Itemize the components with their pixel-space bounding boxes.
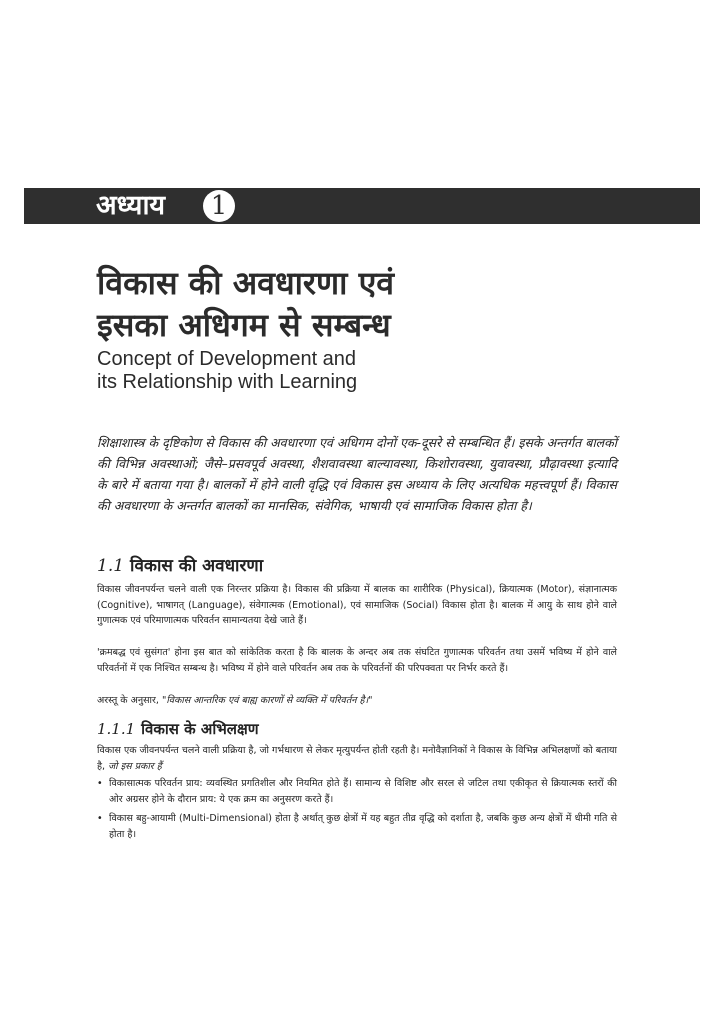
title-english-line-1: Concept of Development and — [97, 348, 357, 370]
list-item: • विकास बहु-आयामी (Multi-Dimensional) होता है अर्थात् कुछ क्षेत्रों में यह बहुत तीव्र वृद्धि को दर्शाता है, जबकि कुछ अन्य क्षेत्रों में धीमी गति से होता है। — [97, 811, 617, 842]
chapter-number-badge: 1 — [203, 190, 235, 222]
characteristics-intro-text: विकास एक जीवनपर्यन्त चलने वाली प्रक्रिया है, जो गर्भधारण से लेकर मृत्युपर्यन्त होती रहती है। मनोवैज्ञानिकों ने विकास के विभिन्न अभिलक्षणों को बताया है, — [97, 745, 617, 772]
characteristics-list — [97, 776, 617, 846]
chapter-intro: शिक्षाशास्त्र के दृष्टिकोण से विकास की अवधारणा एवं अधिगम दोनों एक-दूसरे से सम्बन्धित हैं। इसके अन्तर्गत बालकों की विभिन्न अवस्थाओं; जैसे–प्रसवपूर्व अवस्था, शैशवावस्था बाल्यावस्था, किशोरावस्था, युवावस्था, प्रौढ़ावस्था इत्यादि के बारे में बताया गया है। बालकों में होने वाली वृद्धि एवं विकास इस अध्याय के लिए अत्यधिक महत्त्वपूर्ण हैं। विकास की अवधारणा के अन्तर्गत बालकों का मानसिक, संवेगिक, भाषायी एवं सामाजिक विकास होता है। — [97, 435, 617, 513]
paragraph-aristotle-quote — [97, 693, 617, 709]
subsection-title: विकास के अभिलक्षण — [141, 720, 259, 738]
chapter-label: अध्याय — [96, 190, 166, 221]
section-heading-1-1 — [97, 553, 617, 576]
paragraph-orderly-coherent: 'क्रमबद्ध एवं सुसंगत' होना इस बात को सांकेतिक करता है कि बालक के अन्दर अब तक संघटित गुणात्मक परिवर्तन तथा उसमें भविष्य में होने वाले परिवर्तनों में एक निश्चित सम्बन्ध है। भविष्य में होने वाले परिवर्तन अब तक के परिवर्तनों की परिपक्वता पर निर्भर करते हैं। — [97, 647, 617, 674]
title-hindi-line-1: विकास की अवधारणा एवं — [97, 264, 395, 302]
section-number: 1.1 — [97, 556, 125, 576]
paragraph-characteristics-intro — [97, 743, 617, 774]
quote-attribution: अरस्तू के अनुसार, — [97, 695, 159, 706]
subsection-number: 1.1.1 — [97, 720, 136, 738]
chapter-title-english — [97, 348, 617, 394]
chapter-title-hindi — [97, 262, 617, 346]
title-english-line-2: its Relationship with Learning — [97, 371, 358, 393]
title-hindi-line-2: इसका अधिगम से सम्बन्ध — [97, 306, 391, 344]
characteristics-intro-italic: जो इस प्रकार हैं — [108, 760, 162, 772]
section-heading-1-1-1 — [97, 719, 617, 739]
section-title: विकास की अवधारणा — [130, 556, 264, 576]
paragraph-development-process: विकास जीवनपर्यन्त चलने वाली एक निरन्तर प्रक्रिया है। विकास की प्रक्रिया में बालक का शारीरिक (Physical), क्रियात्मक (Motor), संज्ञानात्मक (Cognitive), भाषागत् (Language), संवेगात्मक (Emotional), एवं सामाजिक (Social) विकास होता है। बालक में आयु के साथ होने वाले गुणात्मक एवं परिमाणात्मक परिवर्तन सामान्यतया देखे जाते हैं। — [97, 584, 617, 626]
aristotle-quote: "विकास आन्तरिक एवं बाह्य कारणों से व्यक्ति में परिवर्तन है।" — [161, 695, 373, 706]
list-item: • विकासात्मक परिवर्तन प्राय: व्यवस्थित प्रगतिशील और नियमित होते हैं। सामान्य से विशिष्ट और सरल से जटिल तथा एकीकृत से क्रियात्मक स्तरों की ओर अग्रसर होने के दौरान प्राय: ये एक क्रम का अनुसरण करते हैं। — [97, 776, 617, 807]
